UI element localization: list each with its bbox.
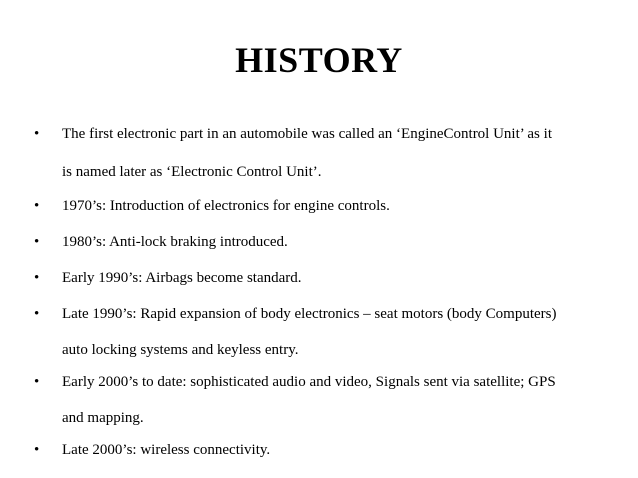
bullet-line: Early 2000’s to date: sophisticated audio and video, Signals sent via satellite; GPS: [62, 374, 556, 390]
bullet-line: auto locking systems and keyless entry.: [62, 342, 299, 358]
bullet-marker: •: [34, 234, 40, 250]
bullet-text: [62, 268, 602, 288]
bullet-marker: •: [34, 374, 40, 390]
bullet-text: [62, 372, 602, 428]
bullet-marker: •: [34, 270, 40, 286]
bullet-text: [62, 440, 602, 460]
bullet-text: [62, 232, 602, 252]
bullet-line: Late 1990’s: Rapid expansion of body electronics – seat motors (body Computers): [62, 306, 557, 322]
bullet-line: 1970’s: Introduction of electronics for engine controls.: [62, 198, 390, 214]
bullet-line: 1980’s: Anti-lock braking introduced.: [62, 234, 288, 250]
bullet-line: The first electronic part in an automobile was called an ‘EngineControl Unit’ as it: [62, 126, 552, 142]
bullet-line: and mapping.: [62, 410, 144, 426]
bullet-line: Late 2000’s: wireless connectivity.: [62, 442, 271, 458]
bullet-marker: •: [34, 306, 40, 322]
bullet-line: Early 1990’s: Airbags become standard.: [62, 270, 302, 286]
bullet-marker: •: [34, 442, 40, 458]
bullet-marker: •: [34, 126, 40, 142]
bullet-text: [62, 124, 602, 182]
bullet-marker: •: [34, 198, 40, 214]
bullet-line: is named later as ‘Electronic Control Unit’.: [62, 164, 322, 180]
bullet-text: [62, 196, 602, 216]
bullet-text: [62, 304, 602, 360]
slide-title: HISTORY: [235, 40, 403, 80]
